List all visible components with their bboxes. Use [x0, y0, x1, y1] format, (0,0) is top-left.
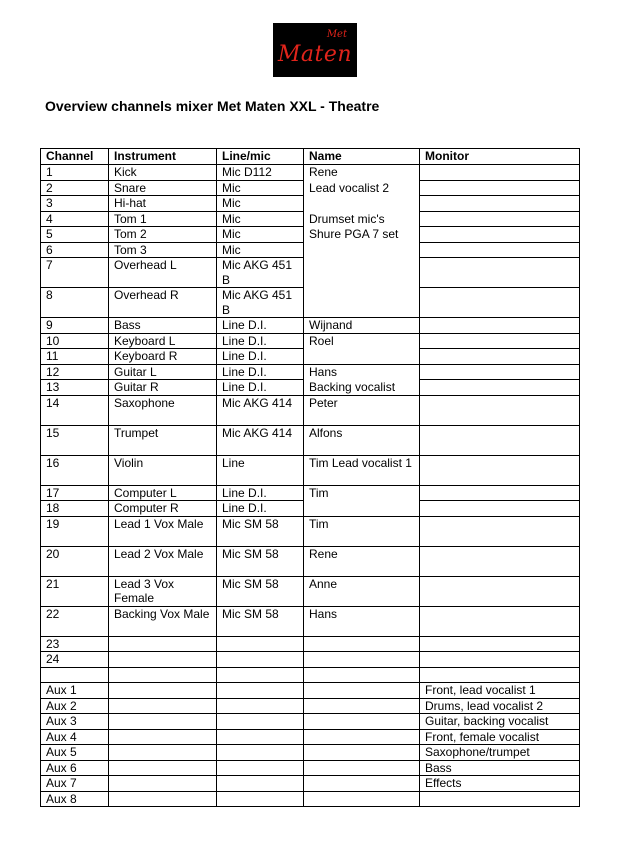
cell-instrument: Trumpet: [109, 425, 217, 455]
cell-instrument: Backing Vox Male: [109, 606, 217, 636]
cell-line-mic: Line D.I.: [217, 364, 304, 380]
cell-monitor: [420, 196, 580, 212]
cell-name: [304, 196, 420, 212]
cell-channel: 16: [41, 455, 109, 485]
table-row: [41, 165, 580, 181]
cell-name: [304, 745, 420, 761]
cell-instrument: Snare: [109, 180, 217, 196]
cell-monitor: [420, 455, 580, 485]
table-row: [41, 485, 580, 501]
table-row: [41, 380, 580, 396]
cell-channel: 19: [41, 516, 109, 546]
cell-line-mic: Mic: [217, 211, 304, 227]
cell-instrument: Overhead L: [109, 258, 217, 288]
table-row: [41, 606, 580, 636]
cell-line-mic: [217, 760, 304, 776]
cell-instrument: [109, 776, 217, 792]
cell-line-mic: Mic AKG 414: [217, 395, 304, 425]
table-row: [41, 333, 580, 349]
cell-monitor: [420, 425, 580, 455]
header-monitor: Monitor: [420, 149, 580, 165]
cell-channel: Aux 5: [41, 745, 109, 761]
cell-line-mic: [217, 636, 304, 652]
cell-line-mic: Line D.I.: [217, 485, 304, 501]
cell-monitor: [420, 606, 580, 636]
cell-instrument: [109, 760, 217, 776]
table-row: [41, 501, 580, 517]
cell-channel: Aux 4: [41, 729, 109, 745]
cell-monitor: [420, 546, 580, 576]
cell-line-mic: Mic: [217, 242, 304, 258]
cell-monitor: Bass: [420, 760, 580, 776]
cell-monitor: [420, 349, 580, 365]
table-row: [41, 242, 580, 258]
cell-monitor: [420, 652, 580, 668]
cell-monitor: [420, 242, 580, 258]
cell-line-mic: [217, 745, 304, 761]
cell-instrument: Computer L: [109, 485, 217, 501]
table-row: [41, 714, 580, 730]
cell-line-mic: [217, 683, 304, 699]
cell-monitor: [420, 667, 580, 683]
cell-instrument: Hi-hat: [109, 196, 217, 212]
cell-line-mic: Mic SM 58: [217, 546, 304, 576]
cell-name: [304, 729, 420, 745]
cell-name: [304, 501, 420, 517]
table-row: [41, 576, 580, 606]
table-row: [41, 196, 580, 212]
cell-name: [304, 636, 420, 652]
cell-name: Hans: [304, 364, 420, 380]
cell-line-mic: Line: [217, 455, 304, 485]
cell-monitor: Drums, lead vocalist 2: [420, 698, 580, 714]
cell-instrument: Lead 2 Vox Male: [109, 546, 217, 576]
cell-name: Tim Lead vocalist 1: [304, 455, 420, 485]
cell-name: Tim: [304, 485, 420, 501]
cell-channel: 1: [41, 165, 109, 181]
cell-channel: 14: [41, 395, 109, 425]
cell-line-mic: [217, 791, 304, 807]
table-row: [41, 516, 580, 546]
cell-instrument: Violin: [109, 455, 217, 485]
cell-name: [304, 683, 420, 699]
cell-instrument: Keyboard R: [109, 349, 217, 365]
cell-channel: Aux 2: [41, 698, 109, 714]
header-instrument: Instrument: [109, 149, 217, 165]
cell-name: Rene: [304, 546, 420, 576]
cell-channel: 18: [41, 501, 109, 517]
cell-channel: 21: [41, 576, 109, 606]
channel-table: [40, 148, 580, 807]
cell-line-mic: Mic SM 58: [217, 606, 304, 636]
cell-channel: 11: [41, 349, 109, 365]
cell-line-mic: [217, 776, 304, 792]
header-name: Name: [304, 149, 420, 165]
cell-instrument: [109, 683, 217, 699]
cell-name: Tim: [304, 516, 420, 546]
cell-monitor: Saxophone/trumpet: [420, 745, 580, 761]
cell-channel: 7: [41, 258, 109, 288]
cell-line-mic: Line D.I.: [217, 501, 304, 517]
table-row: [41, 546, 580, 576]
table-row: [41, 729, 580, 745]
cell-line-mic: Mic D112: [217, 165, 304, 181]
cell-monitor: [420, 211, 580, 227]
cell-instrument: Tom 1: [109, 211, 217, 227]
cell-name: Wijnand: [304, 318, 420, 334]
cell-monitor: Guitar, backing vocalist: [420, 714, 580, 730]
cell-instrument: Tom 2: [109, 227, 217, 243]
cell-line-mic: Mic: [217, 227, 304, 243]
cell-channel: 23: [41, 636, 109, 652]
cell-line-mic: Mic AKG 414: [217, 425, 304, 455]
table-header-row: [41, 149, 580, 165]
cell-name: Drumset mic's: [304, 211, 420, 227]
cell-line-mic: Mic SM 58: [217, 516, 304, 546]
table-row: [41, 698, 580, 714]
table-row: [41, 636, 580, 652]
cell-channel: 10: [41, 333, 109, 349]
table-row: [41, 455, 580, 485]
cell-channel: Aux 3: [41, 714, 109, 730]
cell-name: [304, 652, 420, 668]
table-row: [41, 211, 580, 227]
logo-main-text: Maten: [277, 41, 353, 67]
cell-instrument: [109, 729, 217, 745]
cell-line-mic: Mic: [217, 196, 304, 212]
cell-channel: 3: [41, 196, 109, 212]
cell-name: [304, 288, 420, 318]
cell-monitor: [420, 318, 580, 334]
cell-instrument: [109, 636, 217, 652]
met-maten-logo: [273, 23, 357, 77]
table-row: [41, 745, 580, 761]
cell-instrument: Tom 3: [109, 242, 217, 258]
cell-channel: 4: [41, 211, 109, 227]
cell-line-mic: [217, 698, 304, 714]
table-row: [41, 288, 580, 318]
cell-line-mic: Line D.I.: [217, 349, 304, 365]
cell-name: [304, 242, 420, 258]
cell-line-mic: [217, 667, 304, 683]
table-row: [41, 258, 580, 288]
table-row: [41, 425, 580, 455]
cell-channel: Aux 7: [41, 776, 109, 792]
cell-name: [304, 667, 420, 683]
cell-name: Lead vocalist 2: [304, 180, 420, 196]
cell-line-mic: Mic AKG 451 B: [217, 258, 304, 288]
cell-monitor: Front, lead vocalist 1: [420, 683, 580, 699]
cell-name: Backing vocalist: [304, 380, 420, 396]
cell-monitor: [420, 288, 580, 318]
cell-monitor: [420, 333, 580, 349]
cell-monitor: [420, 258, 580, 288]
table-row: [41, 318, 580, 334]
cell-name: Roel: [304, 333, 420, 349]
table-row: [41, 395, 580, 425]
cell-instrument: [109, 791, 217, 807]
cell-channel: 5: [41, 227, 109, 243]
cell-channel: 12: [41, 364, 109, 380]
cell-channel: Aux 1: [41, 683, 109, 699]
cell-name: [304, 760, 420, 776]
table-row: [41, 683, 580, 699]
logo-top-text: Met: [326, 29, 347, 40]
cell-name: [304, 698, 420, 714]
page-title: Overview channels mixer Met Maten XXL - Theatre: [45, 98, 380, 114]
cell-instrument: Keyboard L: [109, 333, 217, 349]
cell-monitor: [420, 576, 580, 606]
header-channel: Channel: [41, 149, 109, 165]
cell-line-mic: Line D.I.: [217, 318, 304, 334]
table-row: [41, 652, 580, 668]
cell-instrument: [109, 652, 217, 668]
cell-monitor: [420, 380, 580, 396]
table-row: [41, 667, 580, 683]
cell-channel: 13: [41, 380, 109, 396]
cell-monitor: Front, female vocalist: [420, 729, 580, 745]
cell-monitor: [420, 501, 580, 517]
cell-channel: Aux 8: [41, 791, 109, 807]
cell-line-mic: [217, 714, 304, 730]
cell-line-mic: [217, 652, 304, 668]
cell-name: Shure PGA 7 set: [304, 227, 420, 243]
cell-line-mic: Mic: [217, 180, 304, 196]
header-line-mic: Line/mic: [217, 149, 304, 165]
cell-instrument: Lead 3 Vox Female: [109, 576, 217, 606]
cell-instrument: Bass: [109, 318, 217, 334]
cell-name: Alfons: [304, 425, 420, 455]
cell-instrument: Lead 1 Vox Male: [109, 516, 217, 546]
cell-channel: 20: [41, 546, 109, 576]
table-row: [41, 349, 580, 365]
cell-monitor: [420, 364, 580, 380]
cell-instrument: [109, 698, 217, 714]
cell-instrument: Guitar L: [109, 364, 217, 380]
cell-channel: 22: [41, 606, 109, 636]
cell-monitor: [420, 395, 580, 425]
cell-channel: 9: [41, 318, 109, 334]
cell-name: Rene: [304, 165, 420, 181]
cell-monitor: [420, 180, 580, 196]
cell-name: Hans: [304, 606, 420, 636]
cell-monitor: [420, 485, 580, 501]
cell-channel: 8: [41, 288, 109, 318]
cell-instrument: [109, 745, 217, 761]
cell-name: [304, 714, 420, 730]
cell-channel: 17: [41, 485, 109, 501]
cell-instrument: [109, 667, 217, 683]
cell-name: [304, 776, 420, 792]
cell-instrument: Guitar R: [109, 380, 217, 396]
cell-line-mic: Line D.I.: [217, 333, 304, 349]
cell-monitor: [420, 516, 580, 546]
cell-monitor: [420, 227, 580, 243]
cell-name: [304, 258, 420, 288]
table-row: [41, 364, 580, 380]
cell-instrument: [109, 714, 217, 730]
cell-instrument: Computer R: [109, 501, 217, 517]
cell-name: Anne: [304, 576, 420, 606]
cell-instrument: Kick: [109, 165, 217, 181]
cell-instrument: Saxophone: [109, 395, 217, 425]
cell-line-mic: [217, 729, 304, 745]
cell-channel: 15: [41, 425, 109, 455]
table-row: [41, 776, 580, 792]
table-row: [41, 760, 580, 776]
cell-line-mic: Mic AKG 451 B: [217, 288, 304, 318]
cell-channel: Aux 6: [41, 760, 109, 776]
cell-line-mic: Mic SM 58: [217, 576, 304, 606]
cell-monitor: [420, 636, 580, 652]
cell-line-mic: Line D.I.: [217, 380, 304, 396]
cell-name: [304, 791, 420, 807]
cell-monitor: Effects: [420, 776, 580, 792]
cell-instrument: Overhead R: [109, 288, 217, 318]
table-row: [41, 180, 580, 196]
table-row: [41, 227, 580, 243]
cell-name: [304, 349, 420, 365]
cell-monitor: [420, 791, 580, 807]
cell-monitor: [420, 165, 580, 181]
cell-channel: 6: [41, 242, 109, 258]
cell-channel: 2: [41, 180, 109, 196]
cell-channel: 24: [41, 652, 109, 668]
cell-name: Peter: [304, 395, 420, 425]
cell-channel: [41, 667, 109, 683]
table-row: [41, 791, 580, 807]
